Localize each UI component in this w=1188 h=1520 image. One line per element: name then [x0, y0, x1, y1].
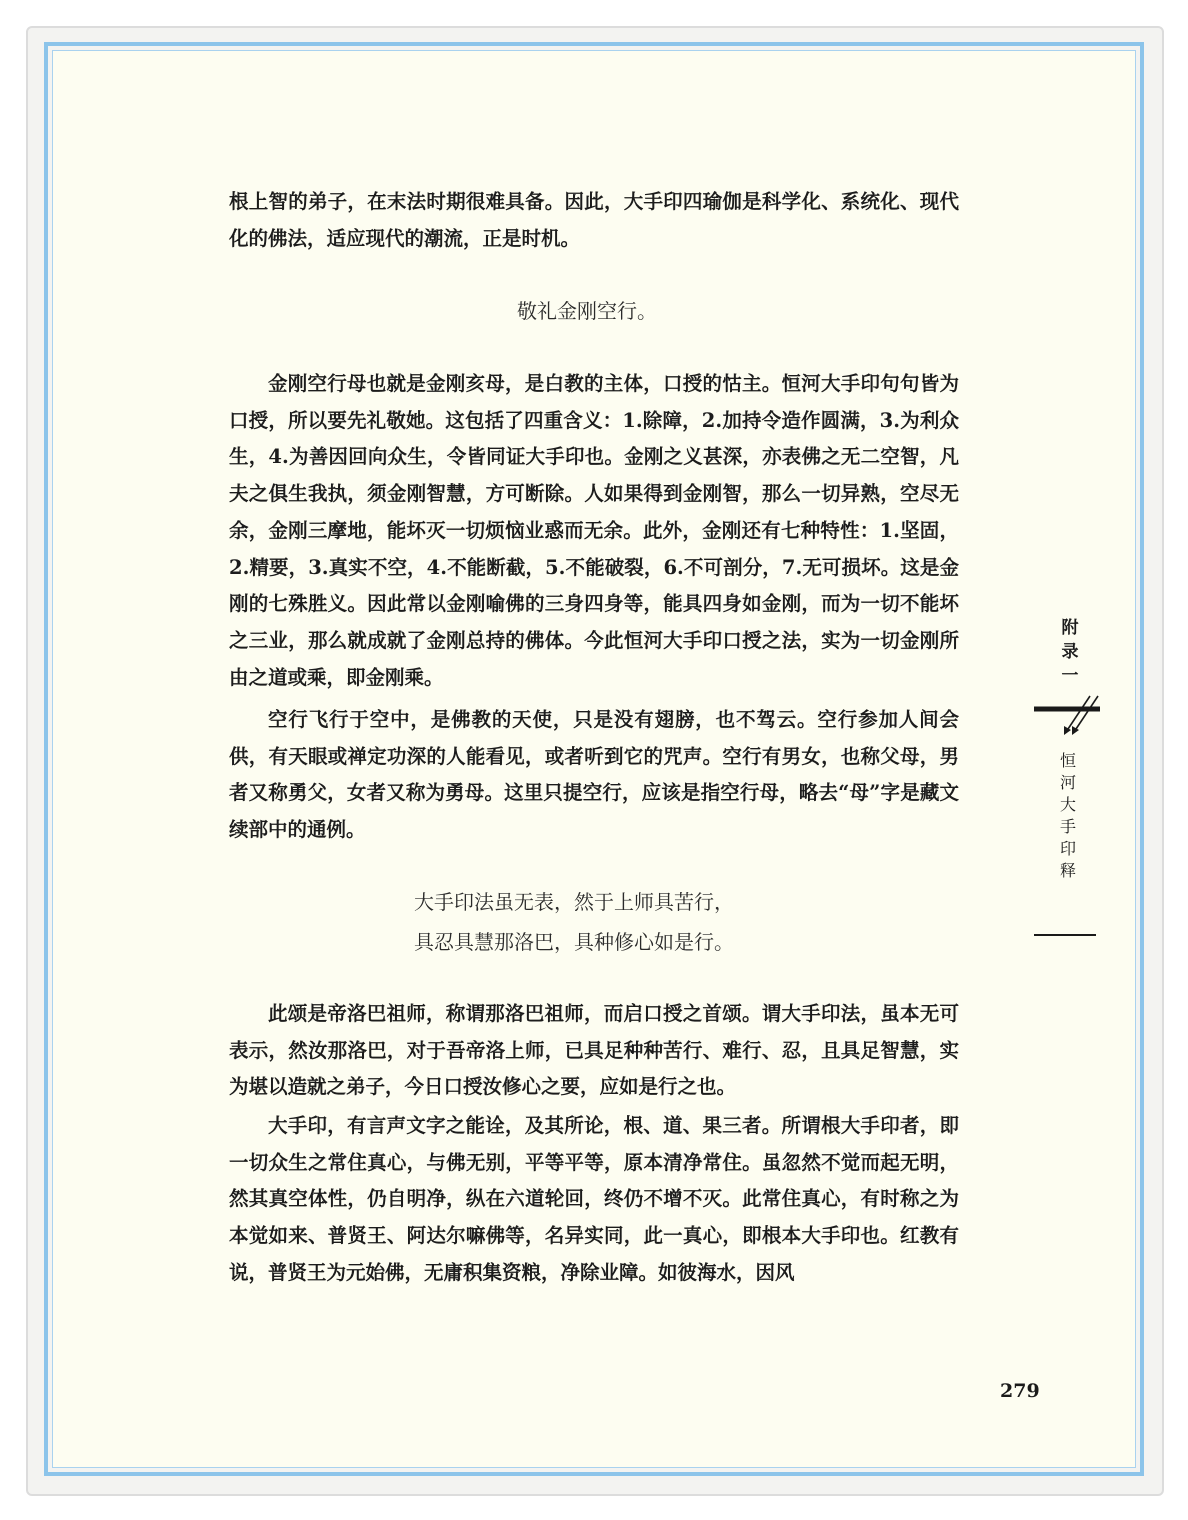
verse-line-1: 大手印法虽无表，然于上师具苦行，	[414, 890, 734, 914]
arrow-ornament-icon	[1034, 690, 1100, 736]
page-number: 279	[1000, 1380, 1040, 1402]
paragraph-3: 空行飞行于空中，是佛教的天使，只是没有翅膀，也不驾云。空行参加人间会供，有天眼或禅定功深的人能看见，或者听到它的咒声。空行有男女，也称父母，男者又称勇父，女者又称为勇母。这里只提空行，应该是指空行母，略去“母”字是藏文续部中的通例。	[229, 708, 959, 842]
paragraph-5: 大手印，有言声文字之能诠，及其所论，根、道、果三者。所谓根大手印者，即一切众生之常住真心，与佛无别，平等平等，原本清净常住。虽忽然不觉而起无明，然其真空体性，仍自明净，纵在六道轮回，终仍不增不灭。此常住真心，有时称之为本觉如来、普贤王、阿达尔嘛佛等，名异实同，此一真心，即根本大手印也。红教有说，普贤王为元始佛，无庸积集资粮，净除业障。如彼海水，因风	[229, 1114, 959, 1284]
sidebar-rule	[1034, 934, 1096, 936]
paragraph-1: 根上智的弟子，在末法时期很难具备。因此，大手印四瑜伽是科学化、系统化、现代化的佛法，适应现代的潮流，正是时机。	[229, 190, 959, 250]
paragraph-4: 此颂是帝洛巴祖师，称谓那洛巴祖师，而启口授之首颂。谓大手印法，虽本无可表示，然汝那洛巴，对于吾帝洛上师，已具足种种苦行、难行、忍，且具足智慧，实为堪以造就之弟子，今日口授汝修心之要，应如是行之也。	[229, 1002, 959, 1099]
sidebar-title: 恒河大手印释	[1059, 751, 1076, 880]
verse-heading: 敬礼金刚空行。	[517, 299, 657, 323]
sidebar-section: 附录一	[1061, 618, 1079, 686]
paragraph-2: 金刚空行母也就是金刚亥母，是白教的主体，口授的怙主。恒河大手印句句皆为口授，所以要先礼敬她。这包括了四重含义：1.除障，2.加持令造作圆满，3.为利众生，4.为善因回向众生，令皆同证大手印也。金刚之义甚深，亦表佛之无二空智，凡夫之俱生我执，须金刚智慧，方可断除。人如果得到金刚智，那么一切异熟，空尽无余，金刚三摩地，能坏灭一切烦恼业惑而无余。此外，金刚还有七种特性：1.坚固，2.精要，3.真实不空，4.不能断截，5.不能破裂，6.不可剖分，7.无可损坏。这是金刚的七殊胜义。因此常以金刚喻佛的三身四身等，能具四身如金刚，而为一切不能坏之三业，那么就成就了金刚总持的佛体。今此恒河大手印口授之法，实为一切金刚所由之道或乘，即金刚乘。	[229, 372, 959, 689]
verse-line-2: 具忍具慧那洛巴，具种修心如是行。	[414, 930, 734, 954]
